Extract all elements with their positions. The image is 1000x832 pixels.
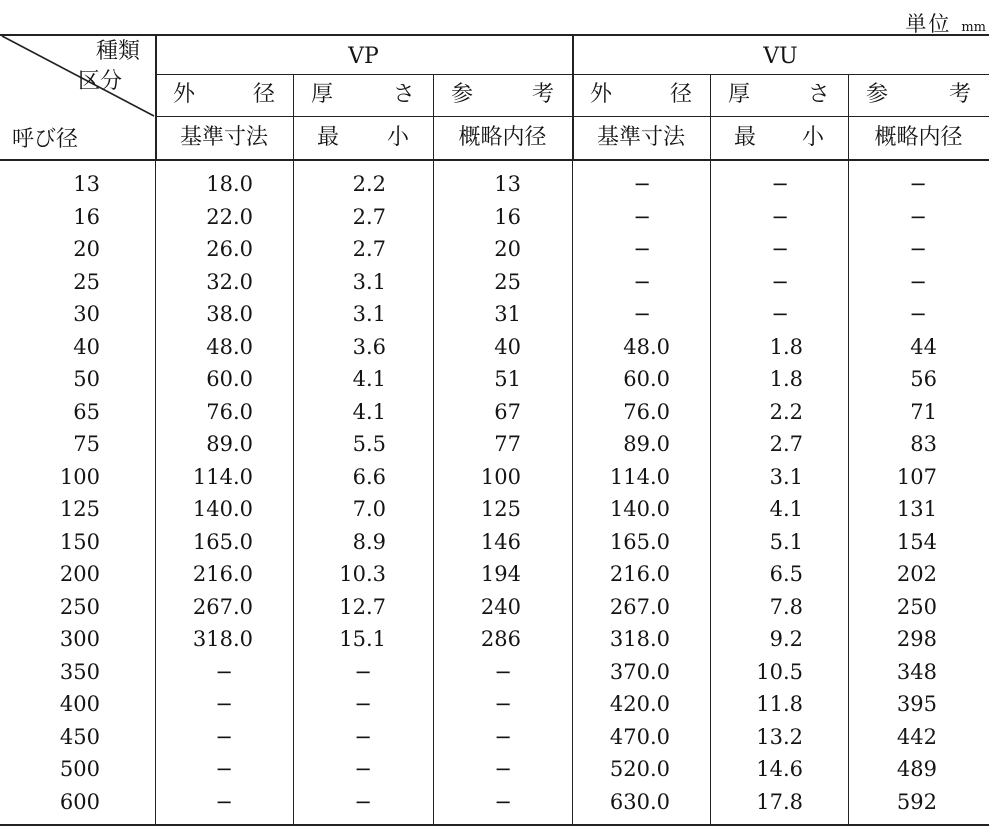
vu-outer-diameter-cell: 114.0 — [609, 464, 670, 489]
nominal-size-cell: 50 — [73, 367, 100, 391]
vu-min-char1: 最 — [734, 125, 757, 150]
vp-inner-diameter-cell: 25 — [494, 269, 521, 294]
vp-thickness-cell: 2.7 — [352, 204, 386, 229]
corner-nominal-label: 呼び径 — [12, 127, 79, 152]
vp-inner-diameter-cell: 100 — [480, 464, 521, 489]
vu-outer-diameter-header — [572, 77, 710, 113]
unit-value: mm — [961, 20, 986, 35]
table-body — [0, 168, 989, 818]
vp-thickness-cell: − — [354, 659, 372, 684]
nominal-size-cell: 16 — [73, 204, 100, 229]
vp-outer-diameter-cell: 22.0 — [206, 204, 253, 229]
vu-minimum-header — [710, 120, 848, 156]
vp-outer-diameter-cell: 60.0 — [206, 367, 253, 391]
vu-standard-dimension-header: 基準寸法 — [596, 125, 685, 150]
table-row — [0, 753, 989, 786]
vp-inner-diameter-cell: − — [494, 692, 512, 716]
table-row — [0, 493, 989, 526]
vu-outer-diameter-cell: − — [633, 172, 651, 196]
vu-th-char1: 厚 — [728, 82, 751, 107]
vu-inner-diameter-cell: 44 — [910, 334, 937, 359]
vu-thickness-cell: 2.7 — [769, 432, 803, 456]
vu-thickness-cell: 11.8 — [756, 692, 803, 716]
vp-od-char2: 径 — [252, 82, 275, 107]
header-bottom-rule — [0, 159, 989, 161]
nominal-size-cell: 100 — [59, 464, 100, 489]
vp-inner-diameter-cell: 16 — [494, 204, 521, 229]
vu-thickness-cell: 2.2 — [769, 399, 803, 424]
vp-outer-diameter-cell: 165.0 — [192, 529, 253, 554]
vu-thickness-cell: − — [771, 302, 789, 326]
nominal-size-cell: 30 — [73, 302, 100, 326]
table-row — [0, 363, 989, 396]
vu-outer-diameter-cell: 420.0 — [609, 692, 670, 716]
nominal-size-cell: 400 — [59, 692, 100, 716]
vp-thickness-header — [293, 77, 433, 113]
nominal-size-cell: 150 — [59, 529, 100, 554]
vu-thickness-cell: 7.8 — [769, 594, 803, 619]
table-bottom-rule — [0, 824, 989, 826]
nominal-size-cell: 300 — [59, 627, 100, 651]
nominal-size-cell: 600 — [59, 789, 100, 814]
vp-inner-diameter-cell: 194 — [480, 562, 521, 586]
vp-inner-diameter-cell: 20 — [494, 237, 521, 261]
vu-thickness-header — [710, 77, 848, 113]
vp-inner-diameter-cell: − — [494, 724, 512, 749]
vu-thickness-cell: 1.8 — [769, 367, 803, 391]
vp-inner-diameter-cell: 77 — [494, 432, 521, 456]
vp-inner-diameter-cell: 67 — [494, 399, 521, 424]
nominal-size-cell: 25 — [73, 269, 100, 294]
table-row — [0, 266, 989, 299]
vp-od-char1: 外 — [173, 82, 196, 107]
vp-outer-diameter-cell: 89.0 — [206, 432, 253, 456]
vu-approx-inner-diameter-header: 概略内径 — [874, 125, 963, 150]
vp-inner-diameter-cell: 286 — [480, 627, 521, 651]
group-header-vu: VU — [763, 44, 798, 69]
table-row — [0, 428, 989, 461]
vu-inner-diameter-cell: − — [909, 204, 927, 229]
vu-outer-diameter-cell: 267.0 — [609, 594, 670, 619]
nominal-size-cell: 500 — [59, 757, 100, 781]
vu-ref-char1: 参 — [866, 82, 889, 107]
vp-outer-diameter-cell: 216.0 — [192, 562, 253, 586]
vp-inner-diameter-cell: 146 — [480, 529, 521, 554]
vu-thickness-cell: 3.1 — [769, 464, 803, 489]
table-row — [0, 623, 989, 656]
vu-outer-diameter-cell: 520.0 — [609, 757, 670, 781]
vp-outer-diameter-cell: 76.0 — [206, 399, 253, 424]
vu-thickness-cell: 1.8 — [769, 334, 803, 359]
vu-outer-diameter-cell: − — [633, 302, 651, 326]
vp-minimum-header — [293, 120, 433, 156]
vp-min-char1: 最 — [317, 125, 340, 150]
corner-class-label: 区分 — [78, 69, 123, 94]
vu-thickness-cell: 9.2 — [769, 627, 803, 651]
vu-inner-diameter-cell: 83 — [910, 432, 937, 456]
corner-type-label: 種類 — [96, 39, 141, 64]
vp-thickness-cell: − — [354, 724, 372, 749]
vp-inner-diameter-cell: 31 — [494, 302, 521, 326]
table-row — [0, 526, 989, 559]
table-row — [0, 168, 989, 201]
table-row — [0, 331, 989, 364]
vu-thickness-cell: − — [771, 172, 789, 196]
vu-thickness-cell: 17.8 — [756, 789, 803, 814]
vu-outer-diameter-cell: − — [633, 269, 651, 294]
table-row — [0, 558, 989, 591]
vp-inner-diameter-cell: − — [494, 789, 512, 814]
vu-inner-diameter-cell: 592 — [896, 789, 937, 814]
nominal-size-cell: 350 — [59, 659, 100, 684]
vu-min-char2: 小 — [801, 125, 824, 150]
vp-outer-diameter-header — [155, 77, 293, 113]
vp-inner-diameter-cell: 240 — [480, 594, 521, 619]
vu-outer-diameter-cell: 140.0 — [609, 497, 670, 521]
table-row — [0, 721, 989, 754]
vu-inner-diameter-cell: 395 — [896, 692, 937, 716]
vu-thickness-cell: 6.5 — [769, 562, 803, 586]
vu-outer-diameter-cell: − — [633, 204, 651, 229]
vp-outer-diameter-cell: − — [215, 757, 233, 781]
vu-inner-diameter-cell: 250 — [896, 594, 937, 619]
nominal-size-cell: 450 — [59, 724, 100, 749]
vp-ref-char2: 考 — [531, 82, 554, 107]
vp-thickness-cell: 12.7 — [339, 594, 386, 619]
nominal-size-cell: 125 — [59, 497, 100, 521]
vu-outer-diameter-cell: 470.0 — [609, 724, 670, 749]
table-row — [0, 591, 989, 624]
nominal-size-cell: 65 — [73, 399, 100, 424]
vu-ref-char2: 考 — [948, 82, 971, 107]
table-row — [0, 786, 989, 819]
vu-inner-diameter-cell: − — [909, 302, 927, 326]
vp-thickness-cell: 4.1 — [352, 399, 386, 424]
vu-thickness-cell: 5.1 — [769, 529, 803, 554]
vu-inner-diameter-cell: 131 — [896, 497, 937, 521]
vu-inner-diameter-cell: 56 — [910, 367, 937, 391]
vp-inner-diameter-cell: − — [494, 757, 512, 781]
vp-thickness-cell: 15.1 — [339, 627, 386, 651]
vu-inner-diameter-cell: 442 — [896, 724, 937, 749]
vu-outer-diameter-cell: 48.0 — [623, 334, 670, 359]
nominal-size-cell: 40 — [73, 334, 100, 359]
vp-outer-diameter-cell: − — [215, 692, 233, 716]
vu-outer-diameter-cell: 370.0 — [609, 659, 670, 684]
nominal-size-cell: 75 — [73, 432, 100, 456]
vp-outer-diameter-cell: 318.0 — [192, 627, 253, 651]
vp-outer-diameter-cell: 114.0 — [192, 464, 253, 489]
vu-od-char2: 径 — [669, 82, 692, 107]
vp-thickness-cell: 4.1 — [352, 367, 386, 391]
vp-inner-diameter-cell: 51 — [494, 367, 521, 391]
vu-thickness-cell: − — [771, 237, 789, 261]
vp-thickness-cell: 3.1 — [352, 269, 386, 294]
vu-inner-diameter-cell: − — [909, 269, 927, 294]
vu-outer-diameter-cell: 318.0 — [609, 627, 670, 651]
vu-thickness-cell: 13.2 — [756, 724, 803, 749]
vu-outer-diameter-cell: 89.0 — [623, 432, 670, 456]
vu-od-char1: 外 — [590, 82, 613, 107]
vp-outer-diameter-cell: 140.0 — [192, 497, 253, 521]
vp-inner-diameter-cell: 40 — [494, 334, 521, 359]
vp-inner-diameter-cell: − — [494, 659, 512, 684]
vp-inner-diameter-cell: 125 — [480, 497, 521, 521]
vp-reference-header — [433, 77, 572, 113]
table-row — [0, 233, 989, 266]
vu-inner-diameter-cell: 489 — [896, 757, 937, 781]
vp-thickness-cell: 10.3 — [339, 562, 386, 586]
vu-inner-diameter-cell: 107 — [896, 464, 937, 489]
vu-inner-diameter-cell: 154 — [896, 529, 937, 554]
table-row — [0, 461, 989, 494]
vp-outer-diameter-cell: − — [215, 659, 233, 684]
vu-thickness-cell: 14.6 — [756, 757, 803, 781]
vu-outer-diameter-cell: 165.0 — [609, 529, 670, 554]
vp-thickness-cell: 3.1 — [352, 302, 386, 326]
vp-thickness-cell: 8.9 — [352, 529, 386, 554]
vp-thickness-cell: 2.2 — [352, 172, 386, 196]
vu-outer-diameter-cell: 630.0 — [609, 789, 670, 814]
vp-min-char2: 小 — [386, 125, 409, 150]
nominal-size-cell: 13 — [73, 172, 100, 196]
vu-outer-diameter-cell: − — [633, 237, 651, 261]
vp-approx-inner-diameter-header: 概略内径 — [458, 125, 547, 150]
table-row — [0, 656, 989, 689]
vp-outer-diameter-cell: 38.0 — [206, 302, 253, 326]
vu-inner-diameter-cell: 202 — [896, 562, 937, 586]
vp-thickness-cell: 7.0 — [352, 497, 386, 521]
vu-thickness-cell: 10.5 — [756, 659, 803, 684]
vp-outer-diameter-cell: − — [215, 724, 233, 749]
nominal-size-cell: 200 — [59, 562, 100, 586]
vp-outer-diameter-cell: 32.0 — [206, 269, 253, 294]
table-row — [0, 201, 989, 234]
vu-reference-header — [848, 77, 989, 113]
vu-thickness-cell: − — [771, 269, 789, 294]
table-row — [0, 688, 989, 721]
vp-ref-char1: 参 — [451, 82, 474, 107]
group-header-vp: VP — [348, 44, 379, 69]
vp-thickness-cell: 2.7 — [352, 237, 386, 261]
vu-th-char2: さ — [807, 82, 830, 107]
vu-inner-diameter-cell: − — [909, 237, 927, 261]
vp-standard-dimension-header: 基準寸法 — [179, 125, 268, 150]
vp-thickness-cell: 5.5 — [352, 432, 386, 456]
vp-outer-diameter-cell: 18.0 — [206, 172, 253, 196]
nominal-size-cell: 20 — [73, 237, 100, 261]
vp-th-char2: さ — [392, 82, 415, 107]
vp-inner-diameter-cell: 13 — [494, 172, 521, 196]
unit-text: 単位 — [905, 12, 952, 36]
vp-thickness-cell: − — [354, 757, 372, 781]
table-row — [0, 298, 989, 331]
vp-thickness-cell: 6.6 — [352, 464, 386, 489]
vu-inner-diameter-cell: 348 — [896, 659, 937, 684]
vu-outer-diameter-cell: 60.0 — [623, 367, 670, 391]
vu-thickness-cell: − — [771, 204, 789, 229]
vu-inner-diameter-cell: 71 — [910, 399, 937, 424]
vp-thickness-cell: − — [354, 789, 372, 814]
vu-inner-diameter-cell: 298 — [896, 627, 937, 651]
vu-thickness-cell: 4.1 — [769, 497, 803, 521]
vp-outer-diameter-cell: 26.0 — [206, 237, 253, 261]
vp-outer-diameter-cell: − — [215, 789, 233, 814]
vu-outer-diameter-cell: 216.0 — [609, 562, 670, 586]
vu-inner-diameter-cell: − — [909, 172, 927, 196]
table-row — [0, 396, 989, 429]
vp-outer-diameter-cell: 267.0 — [192, 594, 253, 619]
vp-thickness-cell: − — [354, 692, 372, 716]
nominal-size-cell: 250 — [59, 594, 100, 619]
vp-thickness-cell: 3.6 — [352, 334, 386, 359]
vp-th-char1: 厚 — [311, 82, 334, 107]
vp-outer-diameter-cell: 48.0 — [206, 334, 253, 359]
vu-outer-diameter-cell: 76.0 — [623, 399, 670, 424]
